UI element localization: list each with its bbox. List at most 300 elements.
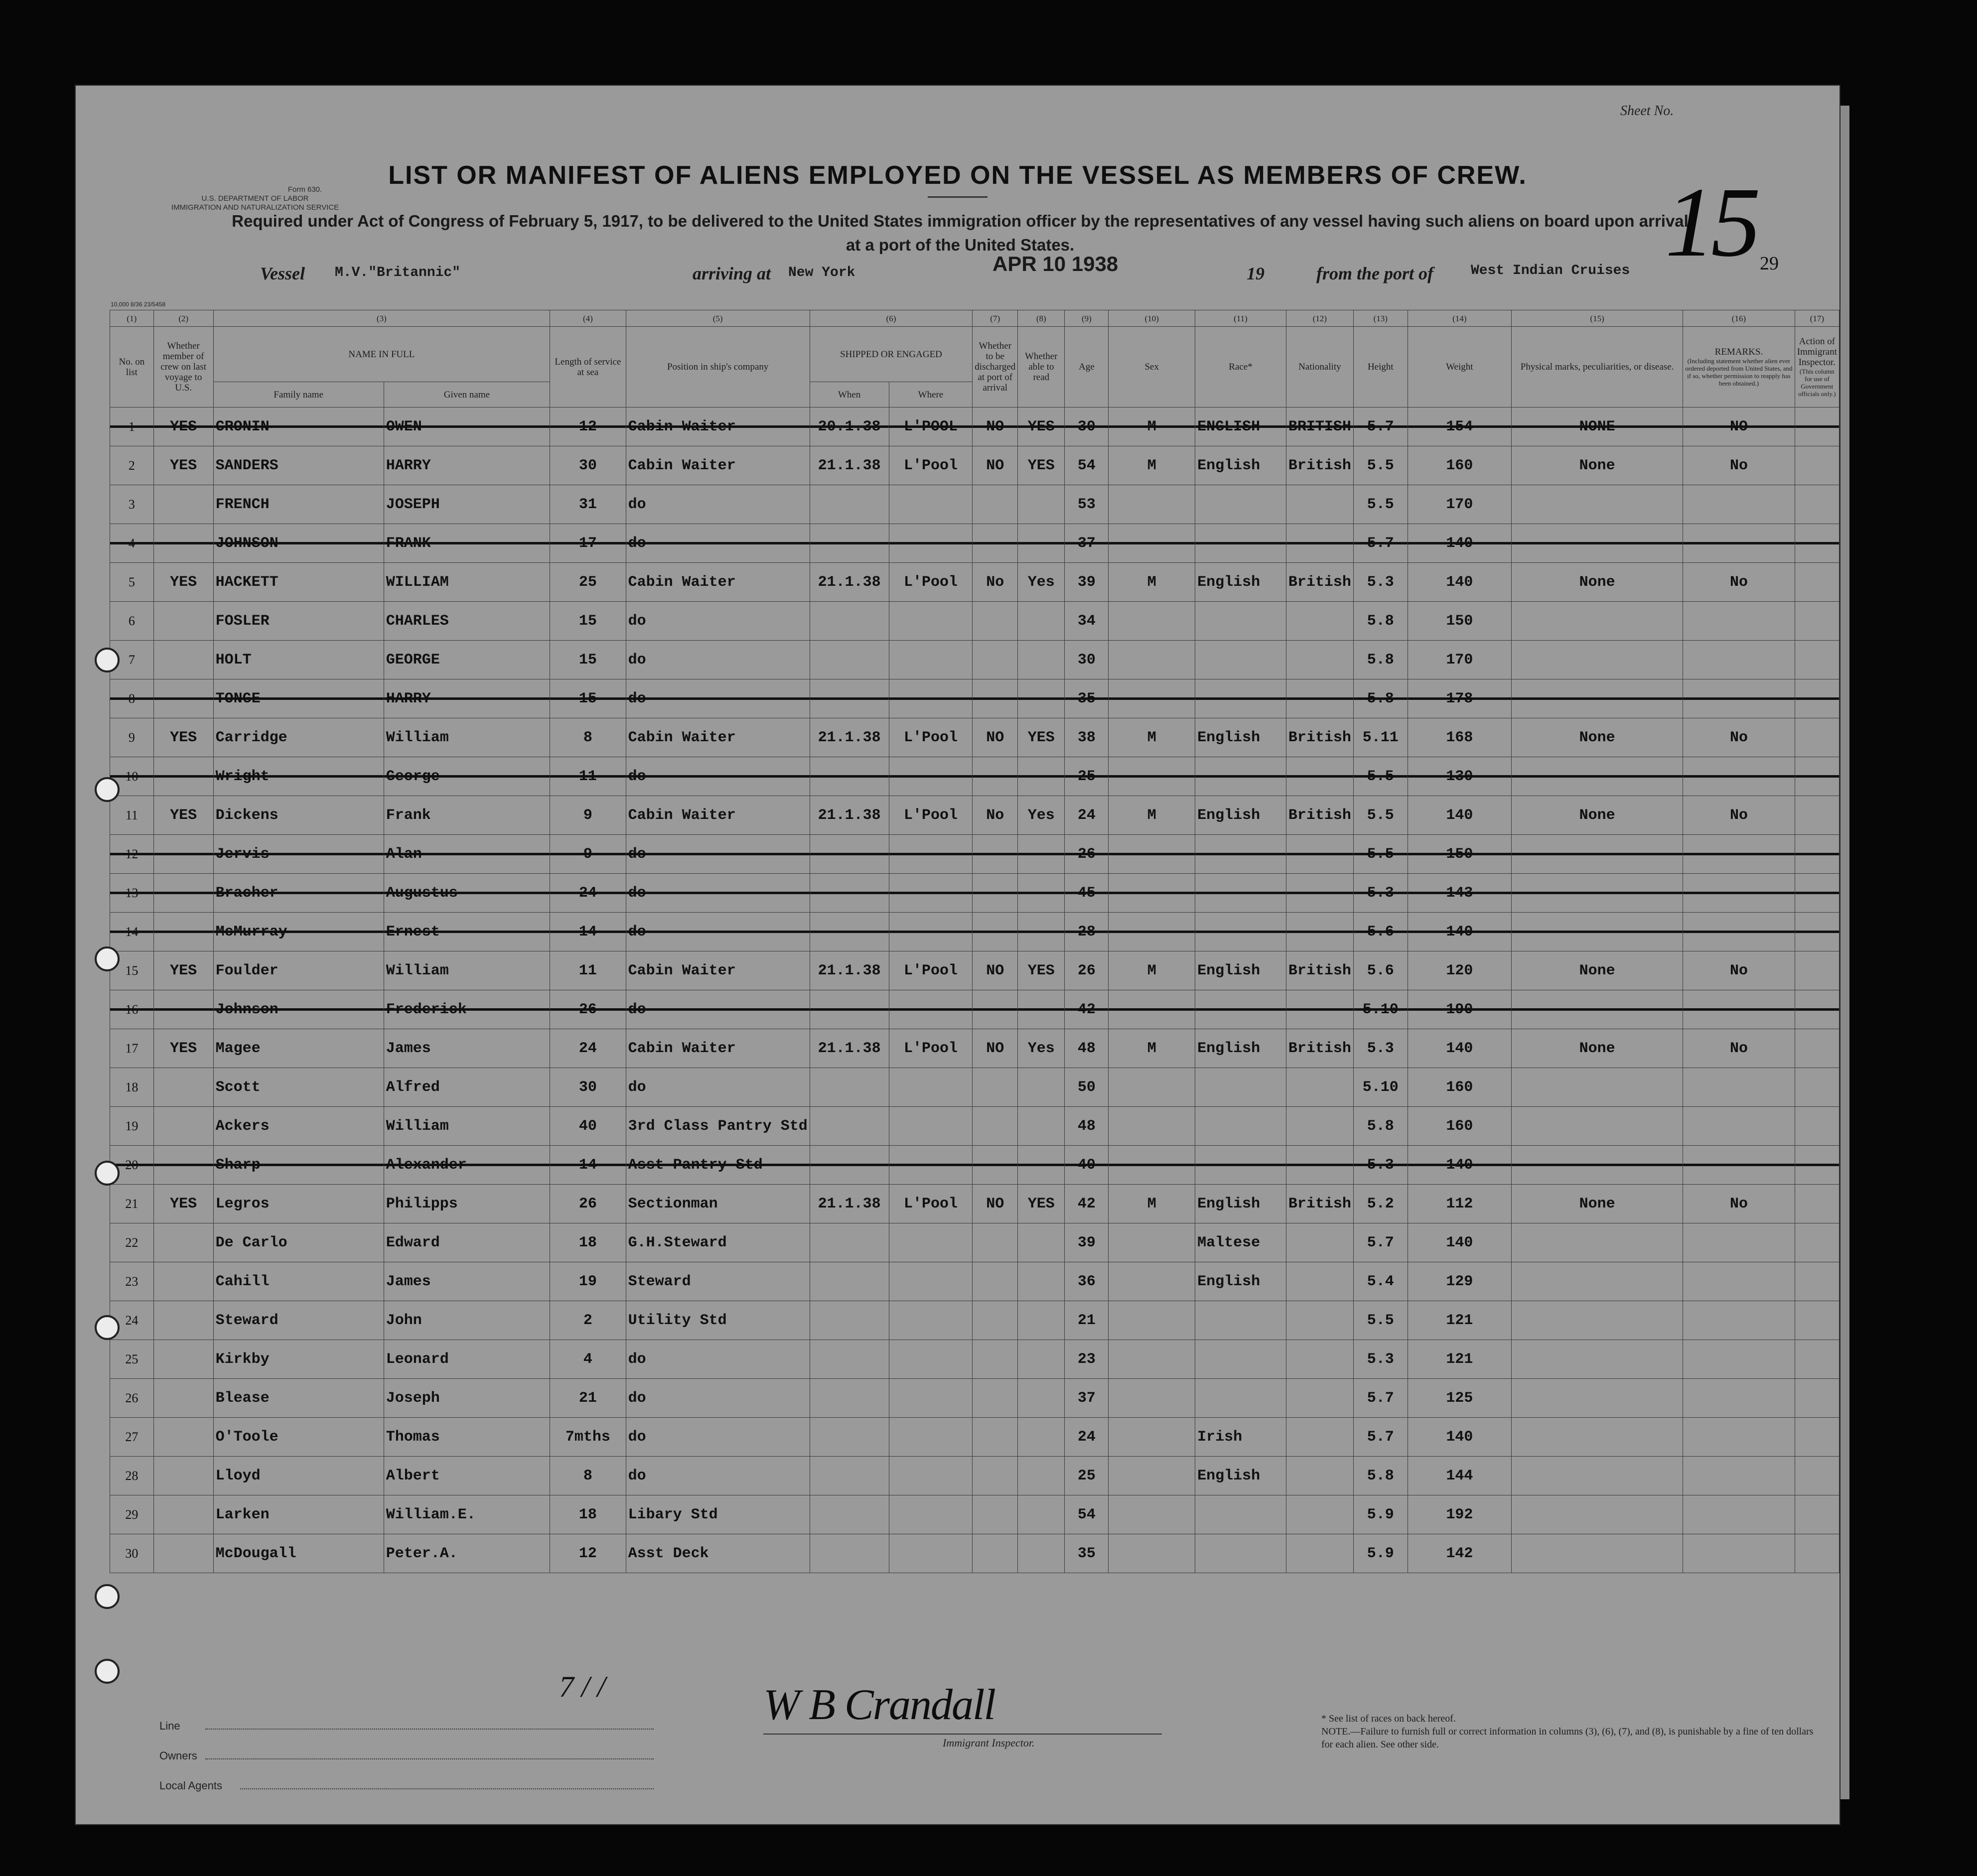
col-number: (17) [1795,310,1839,327]
race: English [1195,1262,1286,1301]
age: 39 [1065,1223,1109,1262]
table-row [110,641,1839,679]
weight: 160 [1408,1107,1511,1146]
crew-last-voyage [153,757,213,796]
shipped-where: L'Pool [889,718,973,757]
family-name: Cahill [213,1262,384,1301]
remarks: No [1683,718,1795,757]
form-number: Form 630. [287,185,322,194]
row-number: 28 [110,1457,154,1495]
crew-last-voyage [153,485,213,524]
height: 5.7 [1353,1418,1408,1457]
ship-position: Asst Deck [626,1534,810,1573]
shipped-where [889,485,973,524]
row-number: 12 [110,835,154,874]
height: 5.5 [1353,1301,1408,1340]
race [1195,990,1286,1029]
table-row [110,1457,1839,1495]
able-to-read [1018,874,1065,913]
discharged-flag: No [973,796,1018,835]
row-number: 4 [110,524,154,563]
manifest-sheet [75,85,1840,1825]
able-to-read [1018,1107,1065,1146]
able-to-read [1018,679,1065,718]
height: 5.5 [1353,835,1408,874]
remarks: NO [1683,407,1795,446]
ship-position: Cabin Waiter [626,563,810,602]
nationality: British [1286,563,1353,602]
crew-last-voyage [153,1107,213,1146]
crew-last-voyage [153,679,213,718]
table-row [110,1418,1839,1457]
inspector-action [1795,757,1839,796]
physical-marks [1512,1146,1683,1185]
col-number: (14) [1408,310,1511,327]
physical-marks: None [1512,951,1683,990]
length-of-service: 30 [550,446,626,485]
inspector-action [1795,1029,1839,1068]
crew-last-voyage [153,1262,213,1301]
height: 5.5 [1353,796,1408,835]
crew-last-voyage [153,1495,213,1534]
ship-position: do [626,757,810,796]
crew-last-voyage [153,835,213,874]
crew-last-voyage: YES [153,446,213,485]
sex [1109,757,1195,796]
table-row [110,563,1839,602]
nationality [1286,1223,1353,1262]
print-code: 10,000 8/36 23/5458 [111,301,166,308]
remarks [1683,1340,1795,1379]
table-row [110,524,1839,563]
length-of-service: 4 [550,1340,626,1379]
ship-position: 3rd Class Pantry Std [626,1107,810,1146]
sex: M [1109,1029,1195,1068]
age: 42 [1065,1185,1109,1223]
race [1195,1146,1286,1185]
length-of-service: 8 [550,718,626,757]
shipped-where [889,913,973,951]
col-number: (2) [153,310,213,327]
nationality [1286,757,1353,796]
remarks: No [1683,1029,1795,1068]
given-name: HARRY [384,679,550,718]
weight: 144 [1408,1457,1511,1495]
age: 39 [1065,563,1109,602]
race [1195,485,1286,524]
age: 42 [1065,990,1109,1029]
remarks [1683,1379,1795,1418]
length-of-service: 9 [550,796,626,835]
race: English [1195,446,1286,485]
shipped-where [889,524,973,563]
row-number: 19 [110,1107,154,1146]
remarks [1683,641,1795,679]
physical-marks [1512,1301,1683,1340]
age: 28 [1065,913,1109,951]
penalty-note: NOTE.—Failure to furnish full or correct information in columns (3), (6), (7), and (8), is punishable by a fine of ten dollars for each alien. See other side. [1321,1726,1814,1750]
given-name: Augustus [384,874,550,913]
remarks [1683,913,1795,951]
table-row [110,796,1839,835]
crew-last-voyage [153,1418,213,1457]
race [1195,913,1286,951]
age: 50 [1065,1068,1109,1107]
ship-position: G.H.Steward [626,1223,810,1262]
shipped-where [889,1223,973,1262]
height: 5.8 [1353,602,1408,641]
able-to-read: YES [1018,407,1065,446]
able-to-read [1018,524,1065,563]
inspector-action [1795,1223,1839,1262]
race [1195,1340,1286,1379]
shipped-when [810,1107,889,1146]
ship-position: do [626,1457,810,1495]
family-name: Foulder [213,951,384,990]
physical-marks [1512,1340,1683,1379]
weight: 150 [1408,602,1511,641]
discharged-flag: NO [973,1185,1018,1223]
ship-position: do [626,1340,810,1379]
length-of-service: 40 [550,1107,626,1146]
inspector-label: Immigrant Inspector. [943,1737,1035,1749]
physical-marks [1512,1534,1683,1573]
race: English [1195,1457,1286,1495]
header-weight: Weight [1408,327,1511,407]
family-name: Larken [213,1495,384,1534]
table-row [110,913,1839,951]
length-of-service: 26 [550,1185,626,1223]
height: 5.3 [1353,1029,1408,1068]
header-able-read: Whether able to read [1018,327,1065,407]
shipped-where [889,835,973,874]
able-to-read [1018,1534,1065,1573]
shipped-when [810,1457,889,1495]
discharged-flag [973,641,1018,679]
shipped-when: 21.1.38 [810,1185,889,1223]
race [1195,679,1286,718]
agents-field [240,1788,654,1789]
punch-hole [95,1161,120,1186]
nationality: British [1286,446,1353,485]
remarks [1683,1146,1795,1185]
shipped-when [810,602,889,641]
physical-marks [1512,524,1683,563]
family-name: Ackers [213,1107,384,1146]
header-when: When [810,382,889,407]
shipped-when [810,757,889,796]
age: 37 [1065,524,1109,563]
inspector-action [1795,1418,1839,1457]
age: 35 [1065,1534,1109,1573]
height: 5.8 [1353,1107,1408,1146]
age: 45 [1065,874,1109,913]
family-name: Magee [213,1029,384,1068]
length-of-service: 11 [550,951,626,990]
ship-position: do [626,485,810,524]
sex [1109,602,1195,641]
physical-marks [1512,1223,1683,1262]
inspector-action [1795,407,1839,446]
action-subtitle: (This column for use of Government officials only.) [1798,368,1836,398]
age: 54 [1065,1495,1109,1534]
length-of-service: 17 [550,524,626,563]
shipped-where [889,1068,973,1107]
weight: 140 [1408,1418,1511,1457]
discharged-flag: NO [973,951,1018,990]
family-name: HACKETT [213,563,384,602]
ship-position: do [626,679,810,718]
given-name: CHARLES [384,602,550,641]
age: 30 [1065,641,1109,679]
line-field [205,1729,654,1730]
weight: 168 [1408,718,1511,757]
sex [1109,641,1195,679]
inspector-action [1795,446,1839,485]
inspector-action [1795,602,1839,641]
given-name: James [384,1029,550,1068]
sex [1109,1301,1195,1340]
shipped-when [810,1495,889,1534]
table-row [110,1495,1839,1534]
weight: 140 [1408,1223,1511,1262]
able-to-read [1018,913,1065,951]
physical-marks: None [1512,446,1683,485]
discharged-flag: NO [973,718,1018,757]
punch-hole [95,777,120,802]
age: 53 [1065,485,1109,524]
shipped-where: L'Pool [889,796,973,835]
age: 24 [1065,1418,1109,1457]
given-name: Alexander [384,1146,550,1185]
physical-marks [1512,1457,1683,1495]
family-name: TONGE [213,679,384,718]
race: ENGLISH [1195,407,1286,446]
header-remarks [1683,327,1795,407]
inspector-action [1795,1301,1839,1340]
row-number: 29 [110,1495,154,1534]
row-number: 27 [110,1418,154,1457]
nationality: British [1286,1029,1353,1068]
row-number: 10 [110,757,154,796]
header-race: Race* [1195,327,1286,407]
sex [1109,1495,1195,1534]
height: 5.3 [1353,563,1408,602]
shipped-where: L'Pool [889,951,973,990]
crew-rows [110,407,1839,1573]
physical-marks: None [1512,1185,1683,1223]
weight: 170 [1408,641,1511,679]
header-given-name: Given name [384,382,550,407]
crew-last-voyage [153,641,213,679]
shipped-when: 21.1.38 [810,796,889,835]
discharged-flag [973,602,1018,641]
table-row [110,446,1839,485]
crew-last-voyage: YES [153,407,213,446]
row-number: 3 [110,485,154,524]
sex: M [1109,1185,1195,1223]
age: 40 [1065,1146,1109,1185]
shipped-where [889,874,973,913]
remarks [1683,524,1795,563]
crew-last-voyage: YES [153,951,213,990]
race [1195,1301,1286,1340]
crew-last-voyage: YES [153,1185,213,1223]
remarks [1683,1223,1795,1262]
given-name: James [384,1262,550,1301]
inspector-signature: W B Crandall [763,1681,995,1729]
physical-marks [1512,641,1683,679]
family-name: Lloyd [213,1457,384,1495]
ship-position: do [626,874,810,913]
column-header-row [110,327,1839,382]
discharged-flag [973,1146,1018,1185]
height: 5.6 [1353,913,1408,951]
discharged-flag: NO [973,407,1018,446]
sex [1109,1534,1195,1573]
weight: 121 [1408,1340,1511,1379]
remarks [1683,1301,1795,1340]
family-name: JOHNSON [213,524,384,563]
ship-position: Cabin Waiter [626,951,810,990]
sex [1109,990,1195,1029]
height: 5.9 [1353,1534,1408,1573]
nationality [1286,485,1353,524]
ship-position: do [626,524,810,563]
header-height: Height [1353,327,1408,407]
able-to-read: YES [1018,1185,1065,1223]
sex [1109,485,1195,524]
page-edge [1840,106,1849,1799]
remarks [1683,1418,1795,1457]
discharged-flag [973,679,1018,718]
given-name: Thomas [384,1418,550,1457]
discharged-flag [973,1418,1018,1457]
height: 5.3 [1353,874,1408,913]
able-to-read [1018,1146,1065,1185]
weight: 192 [1408,1495,1511,1534]
punch-hole [95,1315,120,1340]
shipped-where [889,602,973,641]
given-name: Ernest [384,913,550,951]
shipped-when [810,1340,889,1379]
remarks [1683,1457,1795,1495]
weight: 160 [1408,446,1511,485]
inspector-action [1795,1068,1839,1107]
physical-marks [1512,1068,1683,1107]
manifest-footer [76,1670,1839,1819]
weight: 140 [1408,913,1511,951]
height: 5.7 [1353,524,1408,563]
remarks: No [1683,563,1795,602]
discharged-flag [973,1534,1018,1573]
header-age: Age [1065,327,1109,407]
crew-last-voyage: YES [153,718,213,757]
col-number: (11) [1195,310,1286,327]
given-name: Peter.A. [384,1534,550,1573]
given-name: William [384,951,550,990]
able-to-read: YES [1018,446,1065,485]
physical-marks [1512,602,1683,641]
header-sex: Sex [1109,327,1195,407]
discharged-flag: No [973,563,1018,602]
ship-position: do [626,835,810,874]
inspector-action [1795,990,1839,1029]
height: 5.7 [1353,407,1408,446]
header-family-name: Family name [213,382,384,407]
height: 5.7 [1353,1379,1408,1418]
discharged-flag [973,757,1018,796]
shipped-when [810,990,889,1029]
shipped-when [810,1301,889,1340]
physical-marks: None [1512,563,1683,602]
crew-last-voyage [153,1457,213,1495]
physical-marks [1512,1262,1683,1301]
crew-last-voyage [153,874,213,913]
family-name: McMurray [213,913,384,951]
crew-table [110,310,1839,1573]
height: 5.9 [1353,1495,1408,1534]
family-name: Sharp [213,1146,384,1185]
family-name: Bracher [213,874,384,913]
length-of-service: 18 [550,1223,626,1262]
ship-position: do [626,641,810,679]
shipped-where [889,1340,973,1379]
crew-last-voyage: YES [153,1029,213,1068]
sex: M [1109,796,1195,835]
race: English [1195,796,1286,835]
sex [1109,913,1195,951]
shipped-when [810,1379,889,1418]
family-name: Kirkby [213,1340,384,1379]
age: 30 [1065,407,1109,446]
nationality [1286,602,1353,641]
crew-last-voyage [153,1146,213,1185]
table-row [110,1185,1839,1223]
row-number: 9 [110,718,154,757]
ship-position: Libary Std [626,1495,810,1534]
page-title: LIST OR MANIFEST OF ALIENS EMPLOYED ON THE VESSEL AS MEMBERS OF CREW. [388,161,1527,190]
length-of-service: 24 [550,1029,626,1068]
nationality: British [1286,718,1353,757]
arriving-port: New York [788,265,855,280]
height: 5.5 [1353,446,1408,485]
height: 5.11 [1353,718,1408,757]
crew-last-voyage [153,990,213,1029]
length-of-service: 7mths [550,1418,626,1457]
sex [1109,1457,1195,1495]
inspector-action [1795,1457,1839,1495]
able-to-read [1018,1418,1065,1457]
age: 35 [1065,679,1109,718]
given-name: William.E. [384,1495,550,1534]
col-number: (13) [1353,310,1408,327]
inspector-action [1795,951,1839,990]
height: 5.7 [1353,1223,1408,1262]
row-number: 13 [110,874,154,913]
race: Irish [1195,1418,1286,1457]
shipped-where [889,757,973,796]
table-row [110,1146,1839,1185]
remarks [1683,990,1795,1029]
remarks: No [1683,1185,1795,1223]
col-number: (5) [626,310,810,327]
col-number: (6) [810,310,973,327]
family-name: Scott [213,1068,384,1107]
nationality [1286,1457,1353,1495]
shipped-where [889,1107,973,1146]
discharged-flag [973,1262,1018,1301]
